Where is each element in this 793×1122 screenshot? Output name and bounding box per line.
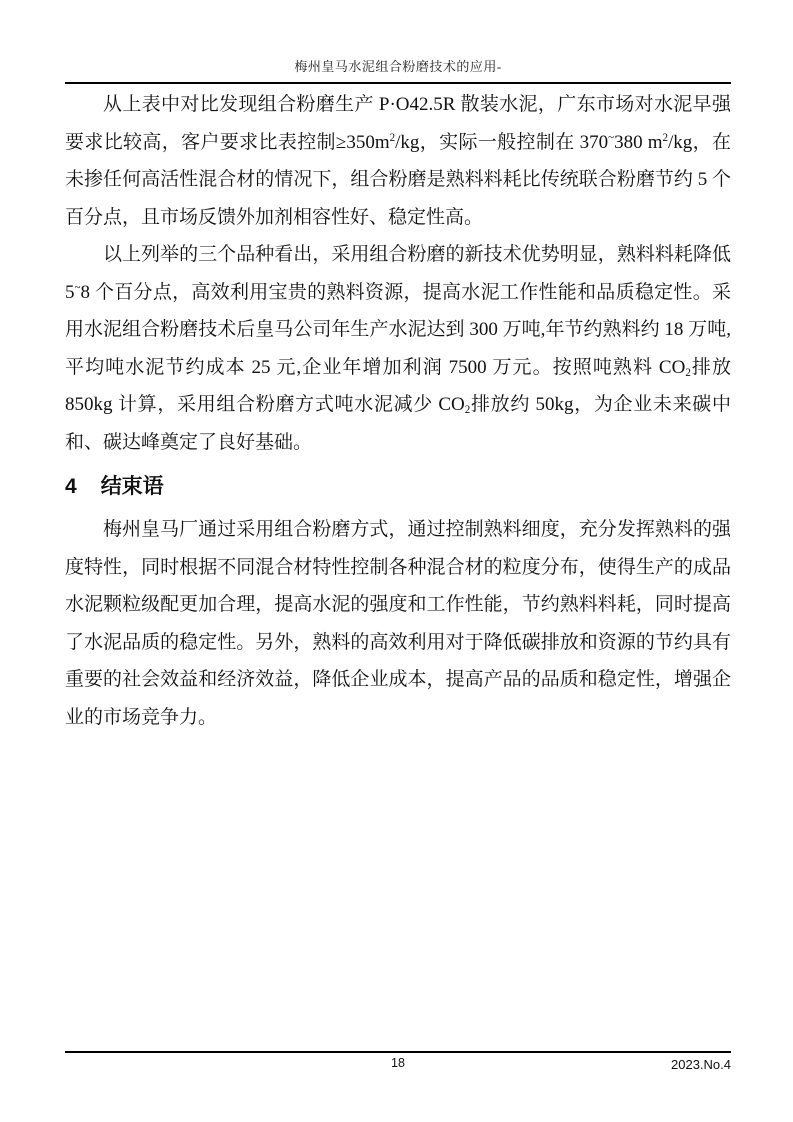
document-body — [65, 86, 731, 736]
section-title: 结束语 — [100, 475, 164, 498]
issue-label: 2023.No.4 — [671, 1057, 731, 1072]
section-heading — [65, 474, 731, 500]
paragraph: 梅州皇马厂通过采用组合粉磨方式，通过控制熟料细度，充分发挥熟料的强度特性，同时根据不同混合材特性控制各种混合材的粒度分布，使得生产的成品水泥颗粒级配更加合理，提高水泥的强度和工作性能，节约熟料料耗，同时提高了水泥品质的稳定性。另外，熟料的高效利用对于降低碳排放和资源的节约具有重要的社会效益和经济效益，降低企业成本，提高产品的品质和稳定性，增强企业的市场竞争力。 — [65, 519, 731, 728]
page-footer — [65, 1051, 731, 1070]
footer-row — [65, 1056, 731, 1070]
header-rule — [65, 82, 731, 84]
running-header-title: 梅州皇马水泥组合粉磨技术的应用- — [294, 59, 502, 74]
page-number: 18 — [391, 1056, 405, 1070]
footer-rule — [65, 1051, 731, 1053]
paragraph: 以上列举的三个品种看出，采用组合粉磨的新技术优势明显，熟料料耗降低5~8 个百分点，高效利用宝贵的熟料资源，提高水泥工作性能和品质稳定性。采用水泥组合粉磨技术后皇马公司年生产水泥达到 300 万吨,年节约熟料约 18 万吨,平均吨水泥节约成本 25 元,企业年增加利润 7500 万元。按照吨熟料 $CO_2$排放 850kg 计算，采用组合粉磨方式吨水泥减少 $CO_2$排放约 50kg，为企业未来碳中和、碳达峰奠定了良好基础。 — [65, 244, 731, 453]
section-number: 4 — [65, 475, 77, 498]
content-column — [65, 56, 731, 736]
paragraph: 从上表中对比发现组合粉磨生产 P·O42.5R 散装水泥，广东市场对水泥早强要求比较高，客户要求比表控制$\ge 350m^2/kg$，实际一般控制在 370~380 $m^2/kg$，在未掺任何高活性混合材的情况下，组合粉磨是熟料料耗比传统联合粉磨节约 5 个百分点，且市场反馈外加剂相容性好、稳定性高。 — [65, 94, 732, 228]
